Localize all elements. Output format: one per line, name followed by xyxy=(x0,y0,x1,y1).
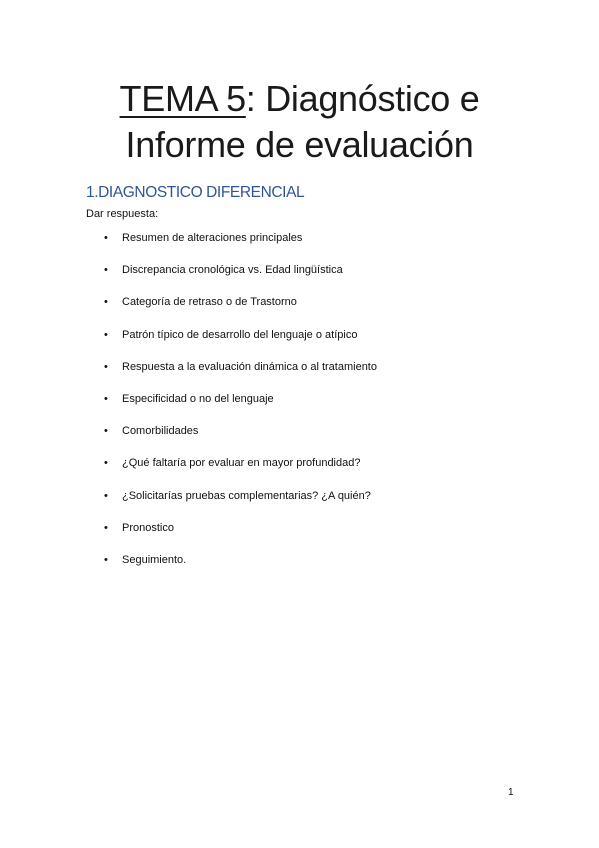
bullet-icon: • xyxy=(104,328,108,341)
title-line-1 xyxy=(0,76,599,122)
bullet-icon: • xyxy=(104,553,108,566)
bullet-icon: • xyxy=(104,489,108,502)
list-item xyxy=(0,263,599,295)
list-item-text: Respuesta a la evaluación dinámica o al tratamiento xyxy=(122,360,377,373)
title-topic-name: : Diagnóstico e xyxy=(245,78,480,119)
list-item xyxy=(0,392,599,424)
bullet-icon: • xyxy=(104,457,108,470)
list-item xyxy=(0,295,599,327)
bullet-icon: • xyxy=(104,392,108,405)
list-item-text: ¿Solicitarías pruebas complementarias? ¿A quién? xyxy=(122,489,371,502)
list-item xyxy=(0,360,599,392)
bullet-icon: • xyxy=(104,264,108,277)
list-item xyxy=(0,521,599,553)
list-item-text: ¿Qué faltaría por evaluar en mayor profundidad? xyxy=(122,457,361,470)
list-item xyxy=(0,231,599,263)
list-item xyxy=(0,456,599,488)
list-item-text: Patrón típico de desarrollo del lenguaje o atípico xyxy=(122,328,358,341)
list-item xyxy=(0,424,599,456)
list-item-text: Resumen de alteraciones principales xyxy=(122,232,303,244)
page-number: 1 xyxy=(508,787,514,798)
intro-text: Dar respuesta: xyxy=(86,208,159,220)
list-item-text: Pronostico xyxy=(122,521,174,534)
section-heading: 1.DIAGNOSTICO DIFERENCIAL xyxy=(86,184,305,201)
title-topic-number: TEMA 5 xyxy=(119,78,246,119)
list-item-text: Seguimiento. xyxy=(122,553,187,566)
bullet-icon: • xyxy=(104,296,108,309)
bullet-icon: • xyxy=(104,360,108,373)
list-item-text: Categoría de retraso o de Trastorno xyxy=(122,296,297,309)
list-item-text: Discrepancia cronológica vs. Edad lingüística xyxy=(122,264,343,277)
page-title xyxy=(0,76,599,168)
list-item-text: Especificidad o no del lenguaje xyxy=(122,392,274,405)
list-item xyxy=(0,328,599,360)
list-item xyxy=(0,553,599,585)
title-line-2: Informe de evaluación xyxy=(125,124,474,165)
bullet-list xyxy=(0,231,599,585)
list-item-text: Comorbilidades xyxy=(122,425,199,438)
bullet-icon: • xyxy=(104,232,108,244)
bullet-icon: • xyxy=(104,425,108,438)
bullet-icon: • xyxy=(104,521,108,534)
list-item xyxy=(0,489,599,521)
